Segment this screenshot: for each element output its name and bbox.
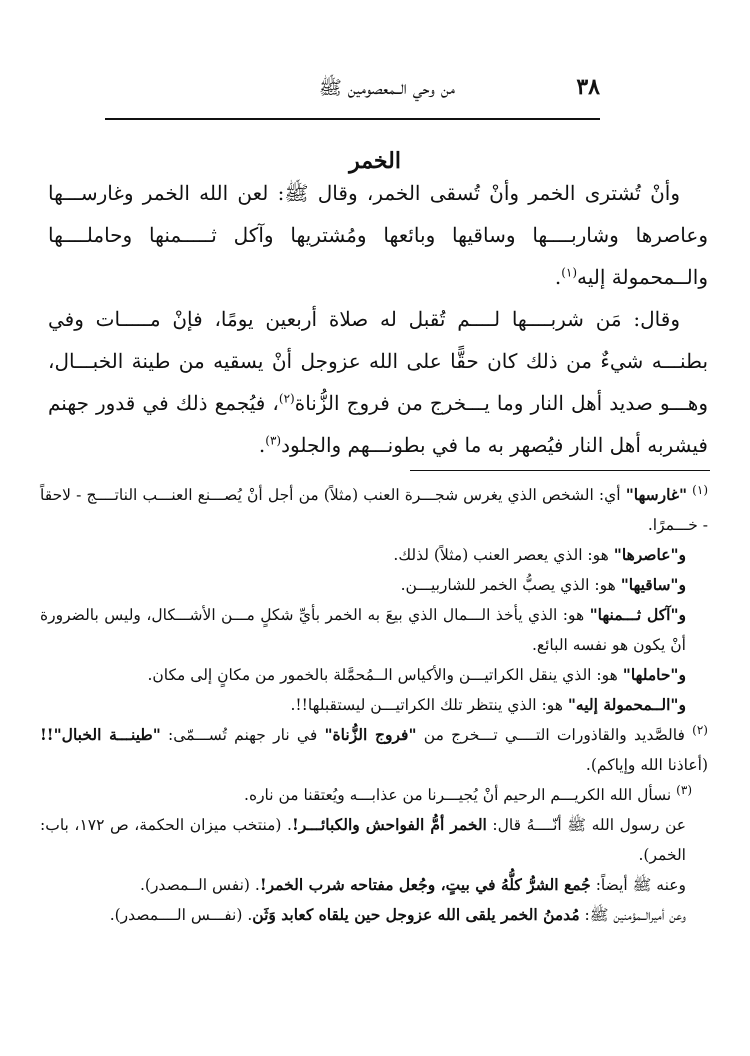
fn3-line1: نسأل الله الكريـــم الرحيم أنْ يُجيـــرنا من عذابـــه ويُعتقنا من ناره. <box>244 786 677 804</box>
footnote-1e <box>40 660 708 690</box>
p2-line2: شيءٌ من ذلك كان حقًّا على الله عزوجل أنْ يسقيه من طينة الخبـــال، وهـــو <box>48 349 709 415</box>
paragraph-2: وقال: مَن شربــــها لــــم تُقبل له صلاة أربعين يومًا، فإنْ مـــــات وفي بطنـــه شيءٌ من ذلك كان حقًّا على الله عزوجل أنْ يسقيه من طينة الخبـــال، وهـــو صديد أهل النار وما يـــخرج من فروج الزُّناة$^{(٢)}$، فيُجمع ذلك في قدور جهنم فيشربه أهل النار فيُصهر به ما في بطونـــهم والجلود$^{(٣)}$. <box>48 307 709 457</box>
footnote-2 <box>40 720 708 780</box>
fn1f-text: هو: الذي ينتظر تلك الكراتيـــن ليستقبلها!!. <box>290 696 568 714</box>
footnote-rule <box>410 470 710 471</box>
fn1c-term: و"ساقيها" <box>620 575 686 594</box>
footnote-3c <box>40 870 708 900</box>
section-title: الخمر <box>349 148 401 174</box>
fn1e-text: هو: الذي ينقل الكراتيـــن والأكياس الــمُحمَّلة بالخمور من مكانٍ إلى مكان. <box>147 666 623 684</box>
fn3b-a: عن رسول الله ﷺ أنّــــهُ قال: <box>486 816 686 834</box>
footnote-1c <box>40 570 708 600</box>
page-number: ٣٨ <box>576 74 600 100</box>
fn3c-quote: جُمع الشرُّ كلُّهُ في بيتٍ، وجُعل مفتاحه شرب الخمر! <box>259 875 591 894</box>
fn1-text: أي: الشخص الذي يغرس شجـــرة العنب (مثلاً) من أجل أنْ يُصـــنع العنـــب الناتــــج - لاحقاً - خـــمرًا. <box>40 486 708 534</box>
fn2-term: "فروج الزُّناة" <box>324 725 417 744</box>
running-title: من وحي الــمعصومين ﷺ <box>318 77 455 99</box>
fn1f-term: و"الــمحمولة إليه" <box>567 695 686 714</box>
fn3d-c: . (نفـــس الــــمصدر). <box>109 906 253 924</box>
footnote-1-num: (١) <box>692 482 708 497</box>
fn1b-text: هو: الذي يعصر العنب (مثلاً) لذلك. <box>393 546 614 564</box>
fn1-term: "غارسها" <box>625 485 688 504</box>
footnote-3b <box>40 810 708 870</box>
fn2-text2: في نار جهنم تُســـمّى: <box>160 726 325 744</box>
page-header <box>60 72 600 112</box>
footnote-ref-3[interactable]: (٣) <box>265 433 282 448</box>
p2-line3b: ، فيُجمع ذلك في قدور جهنم <box>48 391 279 415</box>
footnote-1f <box>40 690 708 720</box>
fn3d-quote: مُدمنُ الخمر يلقى الله عزوجل حين يلقاه كعابد وَثَن <box>252 905 580 924</box>
fn3c-c: . (نفس الــمصدر). <box>139 876 260 894</box>
fn1d-text: هو: الذي يأخذ الـــمال الذي بيعَ به الخمر بأيِّ شكلٍ مـــن الأشـــكال، وليس بالضرورة أنْ يكون هو نفسه البائع. <box>40 606 686 654</box>
fn2-term2: "طينـــة الخبال"!! <box>40 725 161 744</box>
fn1e-term: و"حاملها" <box>622 665 686 684</box>
fn2-text3: (أعاذنا الله وإياكم). <box>585 756 708 774</box>
footnote-ref-1[interactable]: (١) <box>561 265 578 280</box>
paragraph-1: وأنْ تُشترى الخمر وأنْ تُسقى الخمر، وقال ﷺ: لعن الله الخمر وغارســـها وعاصرها وشاربــــها وساقيها وبائعها ومُشتريها وآكل ثـــــمنها وحاملــــها والــمحمولة إليه$^{(١)}$. <box>48 181 708 289</box>
fn3d-a: وعن أميرالــمؤمنين ﷺ: <box>579 906 686 924</box>
footnote-ref-2[interactable]: (٢) <box>278 391 295 406</box>
footnote-3-num: (٣) <box>676 782 692 797</box>
fn1d-term: و"آكل ثـــمنها" <box>589 605 686 624</box>
fn3b-c: . (منتخب ميزان الحكمة، ص ١٧٢، باب: الخمر). <box>40 816 686 864</box>
footnote-1 <box>40 480 708 540</box>
p1-line3: والــمحمولة إليه <box>577 265 708 289</box>
footnote-2-num: (٢) <box>692 722 708 737</box>
p1-line2: وعاصرها وشاربــــها وساقيها وبائعها ومُشتريها وآكل ثـــــمنها وحاملــــها <box>48 223 708 247</box>
fn3c-a: وعنه ﷺ أيضاً: <box>590 876 686 894</box>
p2-line4: فيشربه أهل النار فيُصهر به ما في بطونـــهم والجلود <box>281 433 708 457</box>
fn1c-text: هو: الذي يصبُّ الخمر للشاربيـــن. <box>400 576 621 594</box>
fn2-text: فالصَّديد والقاذورات التــــي تـــخرج من <box>416 726 693 744</box>
fn1b-term: و"عاصرها" <box>613 545 686 564</box>
fn3b-quote: الخمر أمُّ الفواحش والكبائـــر! <box>291 815 487 834</box>
p2-line3: صديد أهل النار وما يـــخرج من فروج الزُّناة <box>294 391 653 415</box>
p2-line1: وقال: مَن شربــــها لــــم تُقبل له صلاة أربعين يومًا، فإنْ مـــــات وفي بطنـــه <box>48 307 709 373</box>
header-rule <box>105 118 600 120</box>
main-text <box>48 172 708 466</box>
footnote-1b <box>40 540 708 570</box>
footnote-3d <box>40 900 708 930</box>
footnotes <box>40 480 708 930</box>
footnote-1d <box>40 600 708 660</box>
p1-line1: وأنْ تُشترى الخمر وأنْ تُسقى الخمر، وقال ﷺ: لعن الله الخمر وغارســـها <box>48 181 680 205</box>
footnote-3 <box>40 780 708 810</box>
